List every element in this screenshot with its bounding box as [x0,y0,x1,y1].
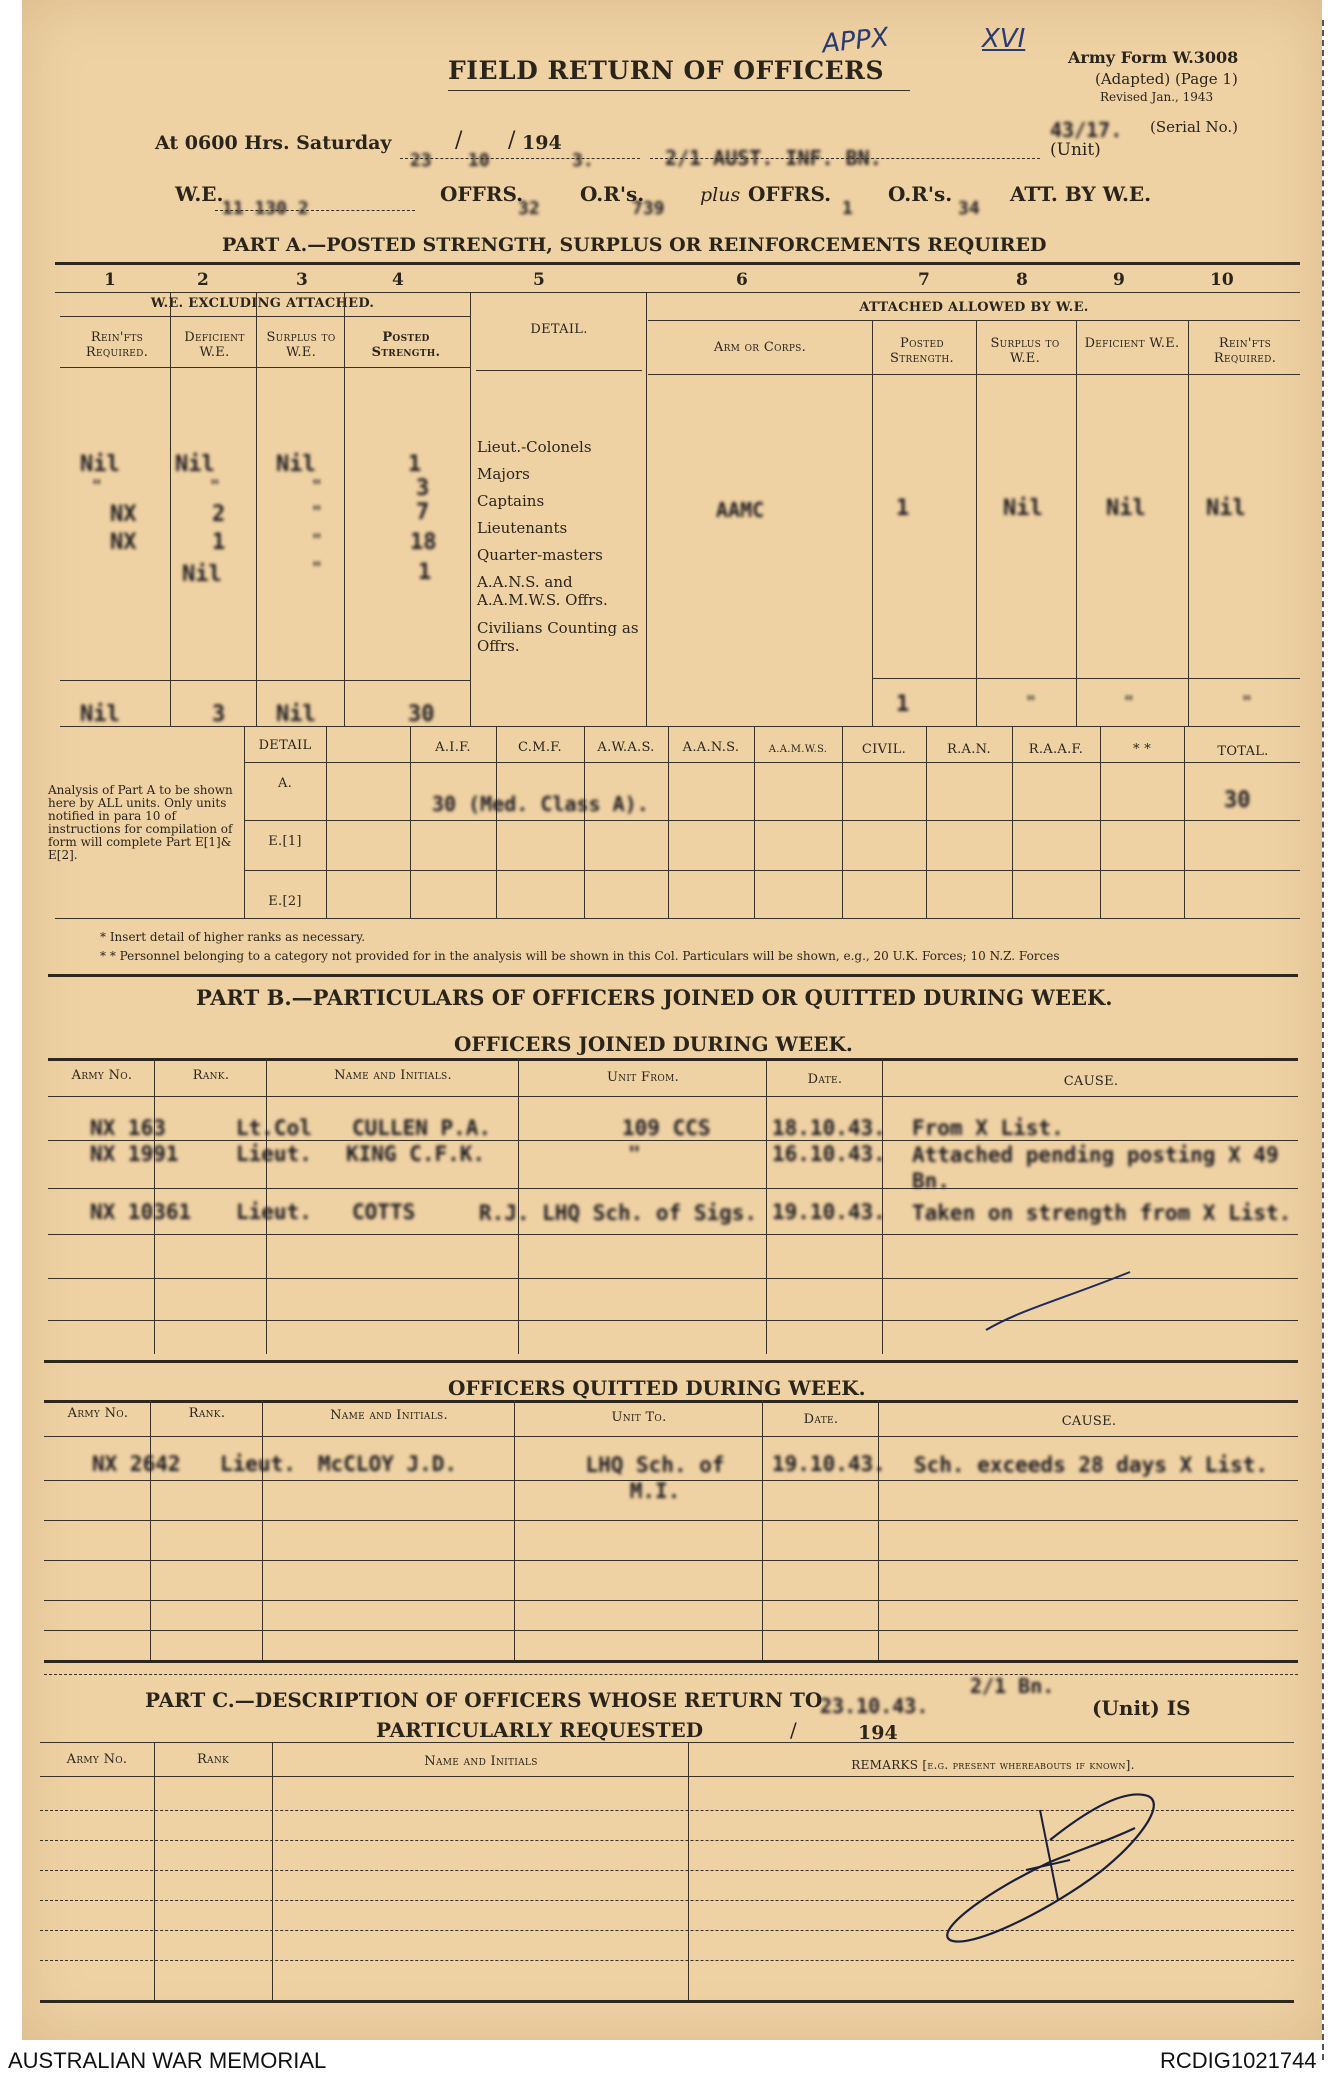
quitted-top-rule [44,1360,1298,1363]
att-posted-header: Posted Strength. [889,336,954,366]
analysis-header-awas: A.W.A.S. [597,740,655,755]
quitted-header-name: Name and Initials. [330,1408,448,1423]
signature [930,1780,1190,1960]
att-deficient-header: Deficient W.E. [1084,336,1180,351]
col3-value: " [312,530,322,549]
part-c-header-top [40,1742,1294,1743]
col-number-9: 9 [1113,270,1125,290]
quitted-vrule [514,1400,515,1660]
analysis-row-e1: E.[1] [268,834,302,849]
quitted-vrule [262,1400,263,1660]
part-c-top-rule [44,1674,1298,1675]
quitted-header-unit-to: Unit To. [611,1410,667,1425]
part-a-vrule [170,292,171,726]
quitted-row-rule [44,1600,1298,1601]
part-a-colheader-bottom-left [60,367,470,368]
joined-date: 19.10.43. [772,1200,886,1224]
joined-unit: " [628,1142,641,1166]
joined-vrule [766,1058,767,1354]
col2-value: " [210,476,220,495]
serial-label: (Serial No.) [1150,118,1238,136]
joined-header-date: Date. [807,1072,843,1087]
col3-value: " [312,558,322,577]
footer-record-id: RCDIG1021744 [1160,2048,1317,2073]
attached-arm-value: AAMC [716,498,765,522]
part-c-title-1: PART C.—DESCRIPTION OF OFFICERS WHOSE RETURN TO [145,1688,823,1712]
joined-army-no: NX 163 [90,1116,166,1140]
part-c-unit-label: (Unit) IS [1092,1696,1191,1720]
analysis-header-raaf: R.A.A.F. [1028,742,1084,757]
analysis-vrule [244,726,245,918]
part-c-header-army-no: Army No. [66,1752,128,1767]
attached-surplus-value: Nil [1003,496,1043,521]
footnote-1: * Insert detail of higher ranks as necessary. [100,930,366,944]
quitted-row-rule [44,1630,1298,1631]
date-day: 23 [410,150,432,171]
joined-name: KING C.F.K. [346,1142,486,1166]
part-a-rule [55,262,1300,265]
plus-ors-label: O.R's. [888,182,953,206]
detail-aans-aamws: A.A.N.S. and A.A.M.W.S. Offrs. [477,573,608,609]
attached-allowed-header: ATTACHED ALLOWED BY W.E. [859,300,1089,315]
attached-underline [648,320,1300,321]
col4-value: 1 [418,560,432,585]
joined-header-army-no: Army No. [71,1068,133,1083]
title-underline [448,90,910,91]
date-slash-1: / [455,128,463,153]
detail-civilians: Civilians Counting as Offrs. [477,619,639,655]
col4-value: 3 [416,476,430,501]
col1-value: Nil [182,562,222,587]
col3-value: " [312,476,322,495]
analysis-a-total: 30 [1224,788,1251,813]
analysis-header-other: * * [1132,742,1152,757]
at-hrs-label: At 0600 Hrs. Saturday [155,132,392,154]
analysis-row-rule [244,820,1300,821]
joined-cause: Attached pending posting X 49 Bn. [912,1143,1279,1193]
detail-majors: Majors [477,465,530,483]
we-label: W.E. [175,182,224,206]
detail-header-underline [476,370,642,371]
analysis-vrule [1184,726,1185,918]
form-revised: Revised Jan., 1943 [1100,90,1214,104]
form-title: FIELD RETURN OF OFFICERS [448,56,885,85]
quitted-header-cause: CAUSE. [1061,1414,1117,1429]
joined-name: CULLEN P.A. [352,1116,492,1140]
col1-value: NX [110,502,137,527]
quitted-header-rank: Rank. [188,1406,226,1421]
part-c-header-name: Name and Initials [424,1754,538,1769]
col-number-7: 7 [918,270,930,290]
att-surplus-header: Surplus to W.E. [990,336,1060,366]
date-line [400,158,640,159]
we-value: 11 130 2 [222,198,309,219]
ors-value: 739 [632,198,665,219]
detail-captains: Captains [477,492,545,510]
detail-header: DETAIL. [530,322,588,337]
joined-rank: Lt.Col [236,1116,312,1140]
total-surplus: Nil [276,702,316,727]
analysis-a-entry: 30 (Med. Class A). [432,792,649,816]
col4-value: 7 [416,500,430,525]
analysis-row-a: A. [277,776,293,791]
part-a-vrule [872,320,873,726]
year-suffix: 3. [572,150,594,171]
perforation-edge [1322,20,1324,2060]
quitted-name: McCLOY J.D. [318,1452,458,1476]
attached-deficient-value: Nil [1106,496,1146,521]
joined-row-rule [48,1234,1298,1235]
year-prefix: 194 [522,132,562,154]
col-number-4: 4 [392,270,404,290]
serial-value: 43/17. [1050,118,1123,142]
plus-label: plus [700,184,741,206]
attached-posted-value: 1 [896,496,910,521]
col-number-2: 2 [197,270,209,290]
part-b-top-rule [48,974,1298,977]
total-att-deficient: " [1124,692,1134,711]
detail-lieut-colonels: Lieut.-Colonels [477,438,592,456]
posted-header: Posted Strength. [371,330,441,360]
part-c-header-rank: Rank [196,1752,230,1767]
surplus-header: Surplus to W.E. [266,330,336,360]
col-number-5: 5 [533,270,545,290]
att-reinfts-header: Rein'fts Required. [1213,336,1277,366]
total-posted: 30 [408,702,435,727]
part-c-title-2: PARTICULARLY REQUESTED [376,1718,704,1742]
part-a-vrule [1188,320,1189,726]
analysis-header-aif: A.I.F. [435,740,471,755]
appx-note: APPX [820,22,891,60]
arm-corps-header: Arm or Corps. [713,340,807,355]
analysis-header-total: TOTAL. [1217,744,1269,759]
quitted-row-rule [44,1560,1298,1561]
joined-unit: R.J. LHQ Sch. of Sigs. [478,1201,758,1225]
col4-value: 1 [408,452,422,477]
analysis-vrule [326,726,327,918]
col3-value: " [312,502,322,521]
plus-offrs-label: OFFRS. [748,182,832,206]
analysis-header-aamws: A.A.M.W.S. [768,744,828,755]
part-c-year-prefix: 194 [858,1722,898,1744]
footnote-2: * * Personnel belonging to a category not provided for in the analysis will be shown in this Col. Particulars will be shown, e.g., 20 U.K. Forces; 10 N.Z. Forces [100,949,1060,963]
part-a-vrule [256,292,257,726]
quitted-vrule [878,1400,879,1660]
quitted-date: 19.10.43. [772,1452,886,1476]
col4-value: 18 [410,530,437,555]
part-a-colheader-bottom-right [648,374,1300,375]
date-slash-2: / [508,128,516,153]
part-a-totals-top-left [60,680,470,681]
plus-ors-value: 34 [958,198,980,219]
joined-rank: Lieut. [236,1142,312,1166]
col2-value: Nil [175,452,215,477]
plus-offrs-value: 1 [842,198,853,219]
quitted-header-bottom [44,1436,1298,1437]
part-a-vrule [344,292,345,726]
part-a-vrule [1076,320,1077,726]
offrs-value: 32 [518,198,540,219]
part-c-vrule [688,1742,689,2002]
total-reinfts: Nil [80,702,120,727]
date-month: 10 [468,150,490,171]
col-number-8: 8 [1016,270,1028,290]
joined-unit: 109 CCS [622,1116,711,1140]
joined-row-rule [48,1140,1298,1141]
part-c-unit-value: 2/1 Bn. [970,1674,1055,1698]
col-number-3: 3 [296,270,308,290]
unit-value: 2/1 AUST. INF. BN. [665,146,882,170]
joined-header-rank: Rank. [192,1068,230,1083]
col1-value: NX [110,530,137,555]
quitted-vrule [150,1400,151,1660]
detail-lieutenants: Lieutenants [477,519,568,537]
form-name: Army Form W.3008 [1068,48,1239,67]
we-excluding-header: W.E. EXCLUDING ATTACHED. [150,296,375,311]
joined-rank: Lieut. [236,1200,312,1224]
total-att-surplus: " [1026,692,1036,711]
col2-value: 1 [212,530,226,555]
quitted-vrule [762,1400,763,1660]
quitted-rank: Lieut. [220,1452,296,1476]
analysis-header-cmf: C.M.F. [518,740,562,755]
joined-army-no: NX 1991 [90,1142,179,1166]
analysis-row-rule [244,870,1300,871]
analysis-bottom [55,918,1300,919]
col1-value: " [92,476,102,495]
part-c-row-rule [40,1960,1294,1961]
col-number-1: 1 [104,270,116,290]
col-number-10: 10 [1210,270,1234,290]
joined-title: OFFICERS JOINED DURING WEEK. [454,1032,853,1056]
analysis-note: Analysis of Part A to be shown here by ALL units. Only units notified in para 10 of instructions for compilation of form will complete Part E[1]& E[2]. [48,783,233,862]
joined-header-cause: CAUSE. [1063,1074,1119,1089]
reinfts-header: Rein'fts Required. [85,330,149,360]
attached-reinfts-value: Nil [1206,496,1246,521]
quitted-army-no: NX 2642 [92,1452,181,1476]
quitted-header-army-no: Army No. [67,1406,129,1421]
part-a-totals-bottom [60,726,1300,727]
joined-header-unit-from: Unit From. [606,1070,680,1085]
quitted-row-rule [44,1520,1298,1521]
footer-archive-name: AUSTRALIAN WAR MEMORIAL [8,2048,327,2073]
part-c-bottom-rule [40,2000,1294,2003]
part-c-header-bottom [40,1776,1294,1777]
part-a-title: PART A.—POSTED STRENGTH, SURPLUS OR REINFORCEMENTS REQUIRED [222,234,1047,256]
appx-number: XVI [982,24,1026,54]
joined-cause: From X List. [912,1116,1064,1140]
detail-quarter-masters: Quarter-masters [477,546,603,564]
we-excl-underline [60,316,470,317]
col3-value: Nil [276,452,316,477]
joined-top-rule [48,1058,1298,1061]
unit-label: (Unit) [1050,140,1101,160]
quitted-cause: Sch. exceeds 28 days X List. [914,1453,1269,1477]
analysis-header-aans: A.A.N.S. [682,740,740,755]
total-att-reinfts: " [1242,692,1252,711]
joined-name: COTTS [352,1200,416,1224]
analysis-row-e2: E.[2] [268,894,302,909]
quitted-header-top [44,1400,1298,1403]
joined-cause: Taken on strength from X List. [912,1201,1292,1225]
part-c-date-value: 23.10.43. [820,1694,929,1718]
total-deficient: 3 [212,702,226,727]
joined-date: 18.10.43. [772,1116,886,1140]
part-c-slash: / [790,1718,797,1742]
joined-header-name: Name and Initials. [334,1068,452,1083]
att-by-we-label: ATT. BY W.E. [1010,182,1152,206]
quitted-bottom-rule [44,1660,1298,1663]
ors-label: O.R's. [580,182,645,206]
part-a-vrule [470,292,471,726]
analysis-header-civil: CIVIL. [861,742,907,757]
joined-header-bottom [48,1096,1298,1097]
part-a-vrule [646,292,647,726]
quitted-title: OFFICERS QUITTED DURING WEEK. [448,1376,866,1400]
joined-date: 16.10.43. [772,1142,886,1166]
offrs-label: OFFRS. [440,182,524,206]
col-number-6: 6 [736,270,748,290]
part-c-vrule [154,1742,155,2002]
unit-line [650,158,1040,159]
total-att-posted: 1 [896,692,910,717]
part-b-title: PART B.—PARTICULARS OF OFFICERS JOINED OR QUITTED DURING WEEK. [196,985,1113,1010]
part-a-vrule [976,320,977,726]
col1-value: Nil [80,452,120,477]
part-a-header-top [55,292,1300,293]
part-c-header-remarks: REMARKS [e.g. present whereabouts if known]. [851,1758,1135,1772]
handwritten-mark [980,1260,1140,1340]
joined-army-no: NX 10361 [90,1200,192,1224]
quitted-header-date: Date. [803,1412,839,1427]
col2-value: 2 [212,502,226,527]
part-a-totals-top-right [872,678,1300,679]
deficient-header: Deficient W.E. [184,330,245,360]
analysis-header-detail: DETAIL [258,738,312,753]
quitted-unit: LHQ Sch. of M.I. [585,1453,725,1503]
part-c-vrule [272,1742,273,2002]
form-adapted: (Adapted) (Page 1) [1095,70,1238,88]
analysis-header-ran: R.A.N. [947,742,991,757]
we-line [215,210,415,211]
analysis-header-rule [244,762,1300,763]
